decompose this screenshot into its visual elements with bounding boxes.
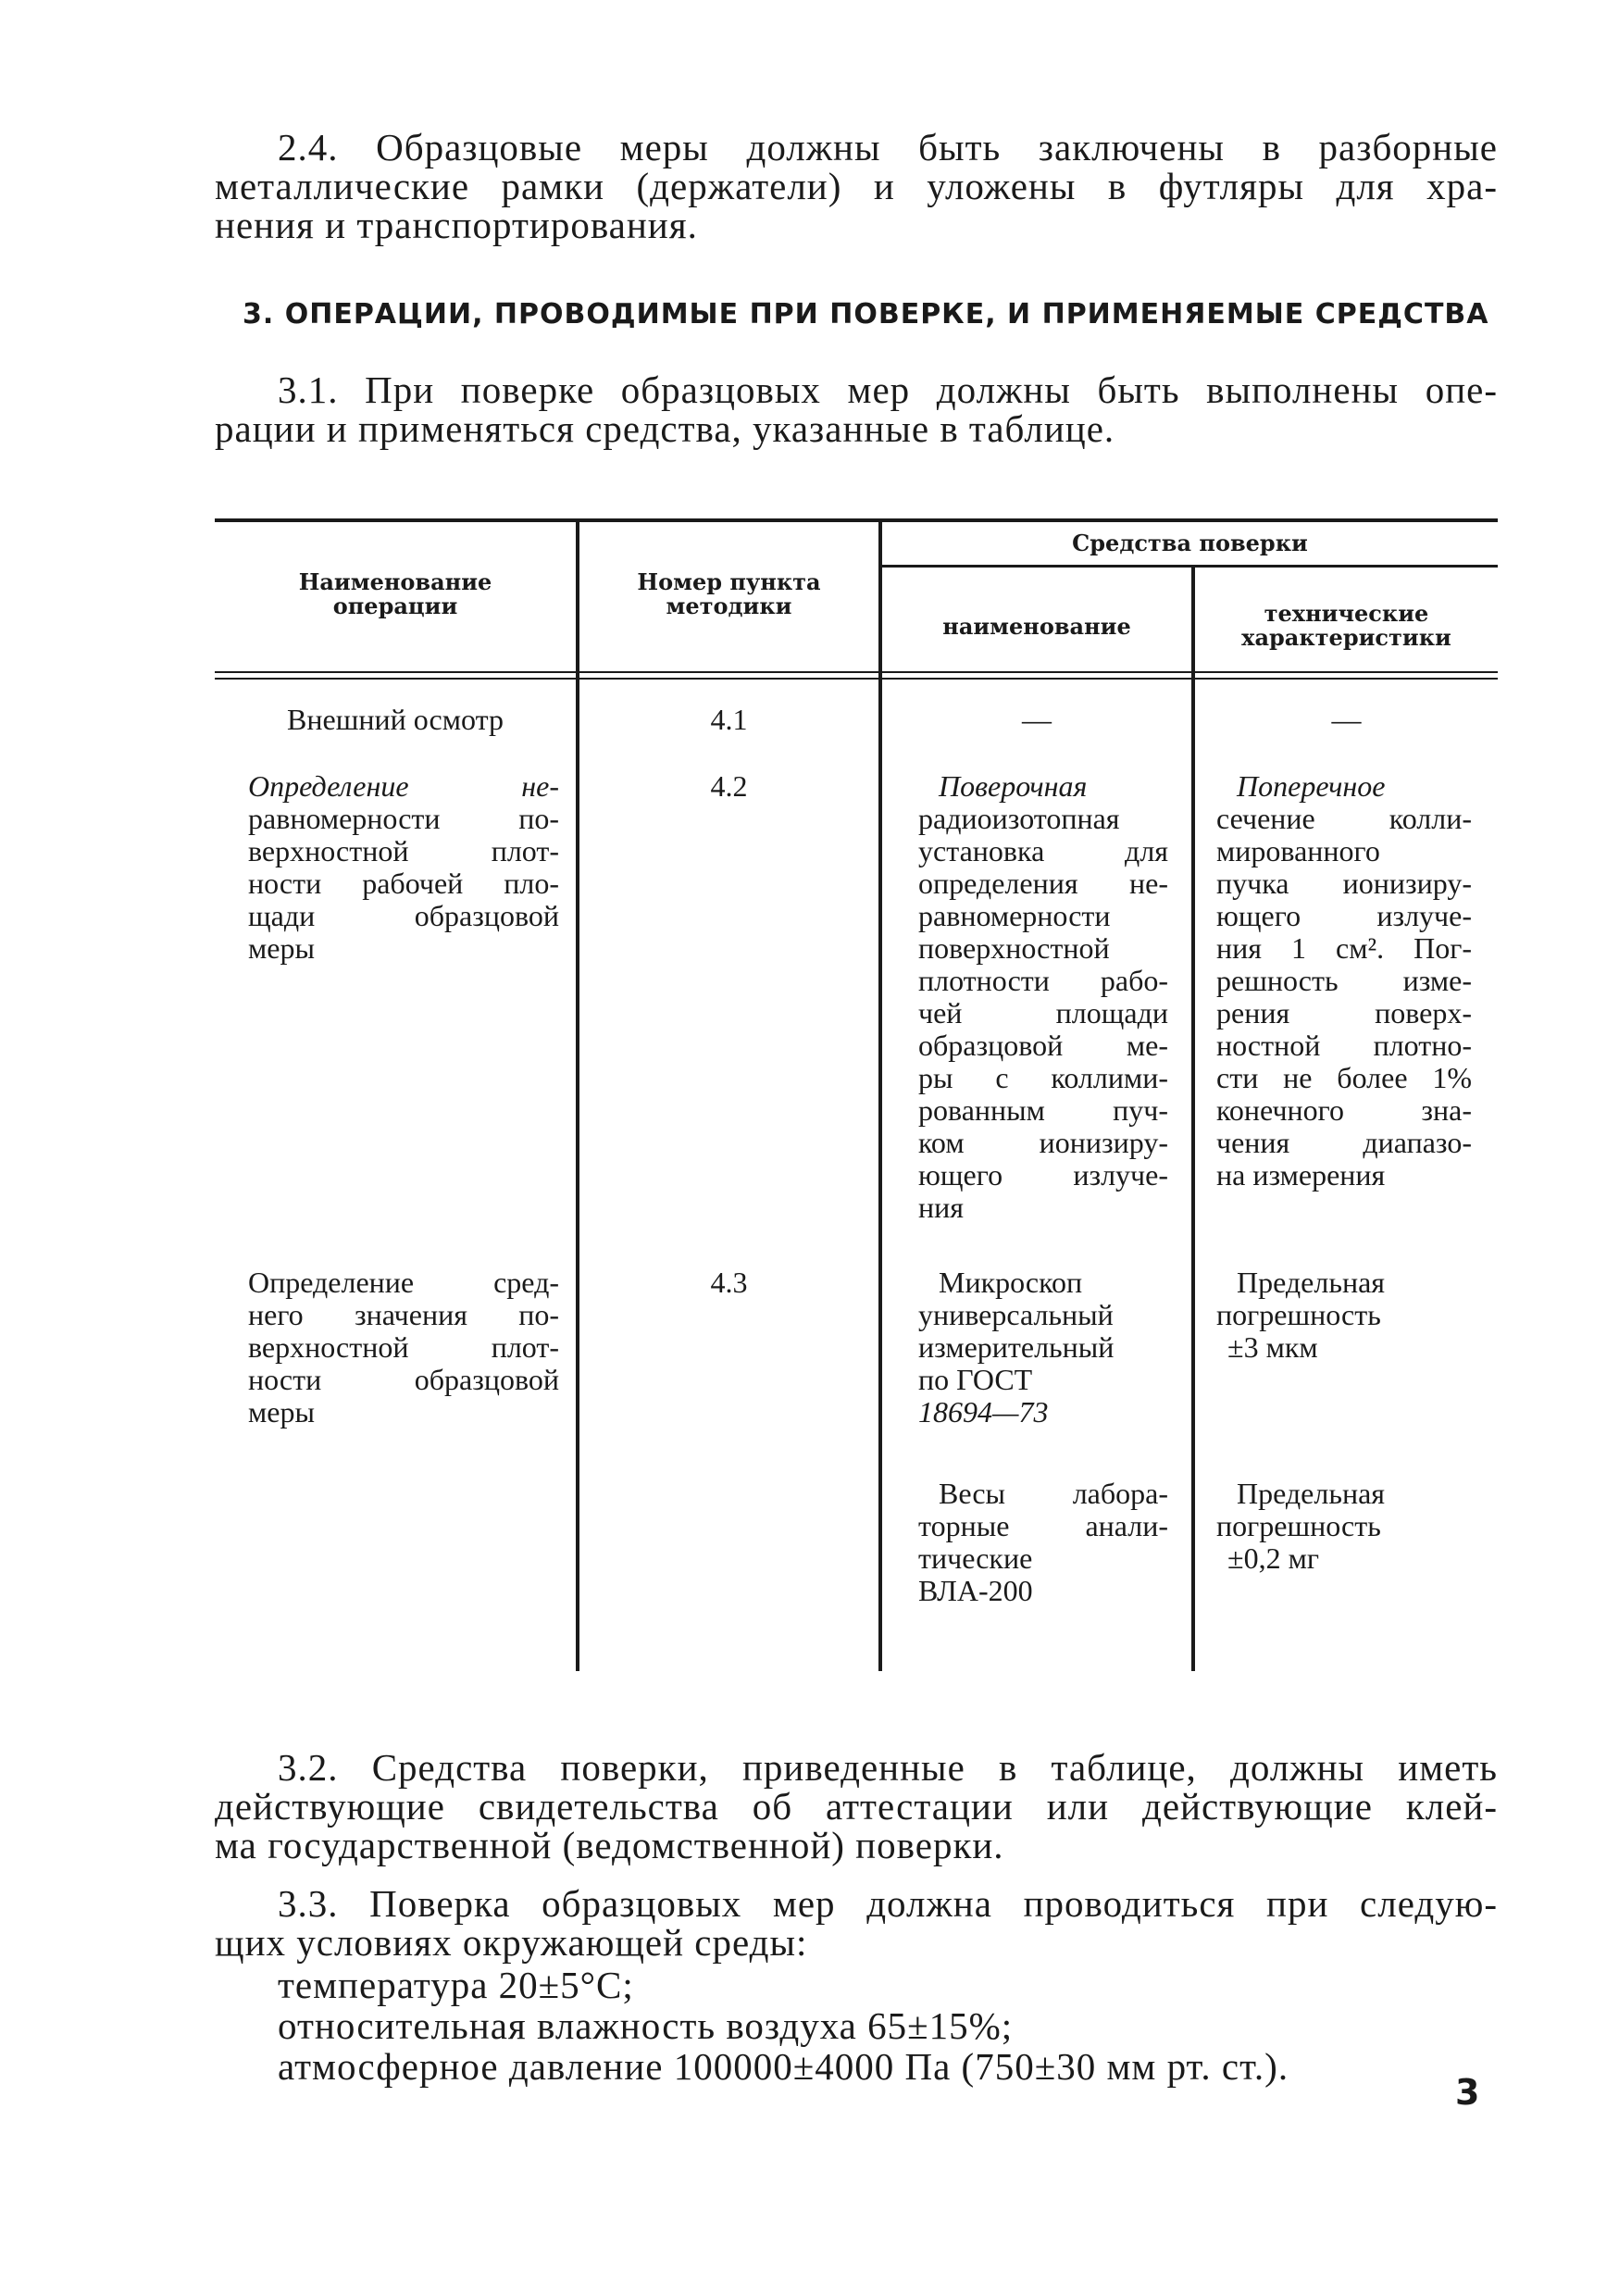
- cell-line: измерительный: [918, 1330, 1115, 1364]
- paragraph-3-3: [215, 1884, 1498, 1962]
- cell-line: Определение сред-: [248, 1266, 559, 1299]
- cell-line: чей площади: [918, 996, 1168, 1029]
- row3-operation: [248, 1267, 559, 1429]
- cell-line: ностной плотно-: [1216, 1029, 1472, 1062]
- cell-line: торные анали-: [918, 1509, 1168, 1542]
- header-line: Номер пункта: [637, 568, 821, 595]
- paragraph-line: металлические рамки (держатели) и уложены в футляры для хра-: [215, 165, 1498, 207]
- cell-line: —: [1022, 703, 1052, 736]
- row1-specs: [1195, 704, 1498, 736]
- cell-line: Микроскоп: [939, 1266, 1083, 1299]
- cell-line: универсальный: [918, 1298, 1114, 1331]
- cell-line: образцовой ме-: [918, 1029, 1168, 1062]
- paragraph-line: 3.2. Средства поверки, приведенные в таблице, должны иметь: [278, 1746, 1498, 1789]
- cell-line: мированного: [1216, 834, 1380, 867]
- paragraph-line: щих условиях окружающей среды:: [215, 1921, 808, 1964]
- row1-operation: [215, 704, 576, 736]
- cell-line: Внешний осмотр: [287, 703, 504, 736]
- table-top-rule: [215, 518, 1498, 522]
- cell-line: ности рабочей пло-: [248, 867, 559, 900]
- paragraph-line: ма государственной (ведомственной) поверки.: [215, 1824, 1004, 1866]
- table-header-rule: [215, 678, 1498, 680]
- paragraph-2-4: [215, 128, 1498, 244]
- cell-line: 18694—73: [918, 1395, 1049, 1429]
- paragraph-3-1: [215, 370, 1498, 448]
- cell-line: по ГОСТ: [918, 1363, 1033, 1396]
- cell-line: ющего излуче-: [1216, 899, 1472, 932]
- cell-line: Весы лабора-: [939, 1477, 1168, 1510]
- condition-pressure: атмосферное давление 100000±4000 Па (750±30 мм рт. ст.).: [278, 2045, 1289, 2088]
- cell-line: ВЛА-200: [918, 1574, 1033, 1607]
- cell-line: ры с коллими-: [918, 1061, 1168, 1094]
- cell-line: рения поверх-: [1216, 996, 1472, 1029]
- table-header-rule: [215, 671, 1498, 673]
- paragraph-line: действующие свидетельства об аттестации или действующие клей-: [215, 1785, 1498, 1828]
- header-means-specs: [1195, 602, 1498, 650]
- header-line: Наименование: [298, 568, 492, 595]
- row3-specs: [1216, 1267, 1472, 1364]
- paragraph-line: рации и применяться средства, указанные в таблице.: [215, 407, 1115, 450]
- cell-line: сти не более 1%: [1216, 1061, 1472, 1094]
- cell-line: поверхностной: [918, 931, 1110, 965]
- cell-line: равномерности по-: [248, 802, 559, 835]
- header-method-item: [579, 570, 878, 618]
- cell-line: погрешность: [1216, 1298, 1381, 1331]
- cell-line: меры: [248, 1395, 315, 1429]
- paragraph-line: 3.3. Поверка образцовых мер должна проводиться при следую-: [278, 1882, 1498, 1925]
- cell-line: чения диапазо-: [1216, 1126, 1472, 1159]
- cell-line: рованным пуч-: [918, 1093, 1168, 1127]
- table-group-rule: [879, 565, 1498, 568]
- cell-line: решность изме-: [1216, 964, 1472, 997]
- cell-line: плотности рабо-: [918, 964, 1168, 997]
- row2-item: 4.2: [710, 769, 748, 803]
- section-heading: 3. ОПЕРАЦИИ, ПРОВОДИМЫЕ ПРИ ПОВЕРКЕ, И ПРИМЕНЯЕМЫЕ СРЕДСТВА: [243, 298, 1489, 331]
- row2-operation: [248, 770, 559, 965]
- cell-line: Поперечное: [1237, 769, 1386, 803]
- condition-humidity: относительная влажность воздуха 65±15%;: [278, 2004, 1014, 2047]
- cell-line: —: [1331, 703, 1362, 736]
- row1-name: [882, 704, 1191, 736]
- cell-line: Определение не-: [248, 769, 559, 803]
- row4-name: [918, 1478, 1168, 1607]
- cell-line: ющего излуче-: [918, 1158, 1168, 1192]
- paragraph-line: 2.4. Образцовые меры должны быть заключены в разборные: [278, 126, 1498, 168]
- paragraph-line: 3.1. При поверке образцовых мер должны быть выполнены опе-: [278, 368, 1498, 411]
- header-line: операции: [332, 593, 458, 619]
- header-line: характеристики: [1241, 624, 1451, 651]
- cell-line: верхностной плот-: [248, 834, 559, 867]
- header-means-name: наименование: [942, 613, 1131, 640]
- page-number: 3: [1455, 2072, 1480, 2113]
- cell-line: ±0,2 мг: [1227, 1541, 1319, 1575]
- paragraph-line: нения и транспортирования.: [215, 204, 698, 246]
- header-line: методики: [666, 593, 792, 619]
- cell-line: погрешность: [1216, 1509, 1381, 1542]
- cell-line: на измерения: [1216, 1158, 1386, 1192]
- row3-name: [918, 1267, 1168, 1429]
- cell-line: Поверочная: [939, 769, 1088, 803]
- cell-line: тические: [918, 1541, 1033, 1575]
- header-means-group: Средства поверки: [1072, 530, 1308, 556]
- row2-name: [918, 770, 1168, 1224]
- cell-line: ния: [918, 1191, 964, 1224]
- cell-line: меры: [248, 931, 315, 965]
- column-divider: [878, 518, 882, 1671]
- cell-line: щади образцовой: [248, 899, 559, 932]
- column-divider: [576, 518, 579, 1671]
- row2-specs: [1216, 770, 1472, 1192]
- cell-line: Предельная: [1237, 1477, 1385, 1510]
- row1-item: 4.1: [710, 703, 748, 736]
- cell-line: равномерности: [918, 899, 1111, 932]
- header-operation: [215, 570, 576, 618]
- cell-line: верхностной плот-: [248, 1330, 559, 1364]
- cell-line: ния 1 см². Пог-: [1216, 931, 1472, 965]
- cell-line: ±3 мкм: [1227, 1330, 1318, 1364]
- cell-line: пучка ионизиру-: [1216, 867, 1472, 900]
- paragraph-3-2: [215, 1748, 1498, 1865]
- cell-line: него значения по-: [248, 1298, 559, 1331]
- row3-item: 4.3: [710, 1266, 748, 1299]
- cell-line: радиоизотопная: [918, 802, 1120, 835]
- cell-line: определения не-: [918, 867, 1168, 900]
- cell-line: ком ионизиру-: [918, 1126, 1168, 1159]
- cell-line: конечного зна-: [1216, 1093, 1472, 1127]
- row4-specs: [1216, 1478, 1472, 1575]
- condition-temperature: температура 20±5°С;: [278, 1964, 634, 2006]
- cell-line: установка для: [918, 834, 1168, 867]
- cell-line: сечение колли-: [1216, 802, 1472, 835]
- cell-line: ности образцовой: [248, 1363, 559, 1396]
- cell-line: Предельная: [1237, 1266, 1385, 1299]
- header-line: технические: [1264, 600, 1429, 627]
- verification-table: [215, 518, 1498, 1671]
